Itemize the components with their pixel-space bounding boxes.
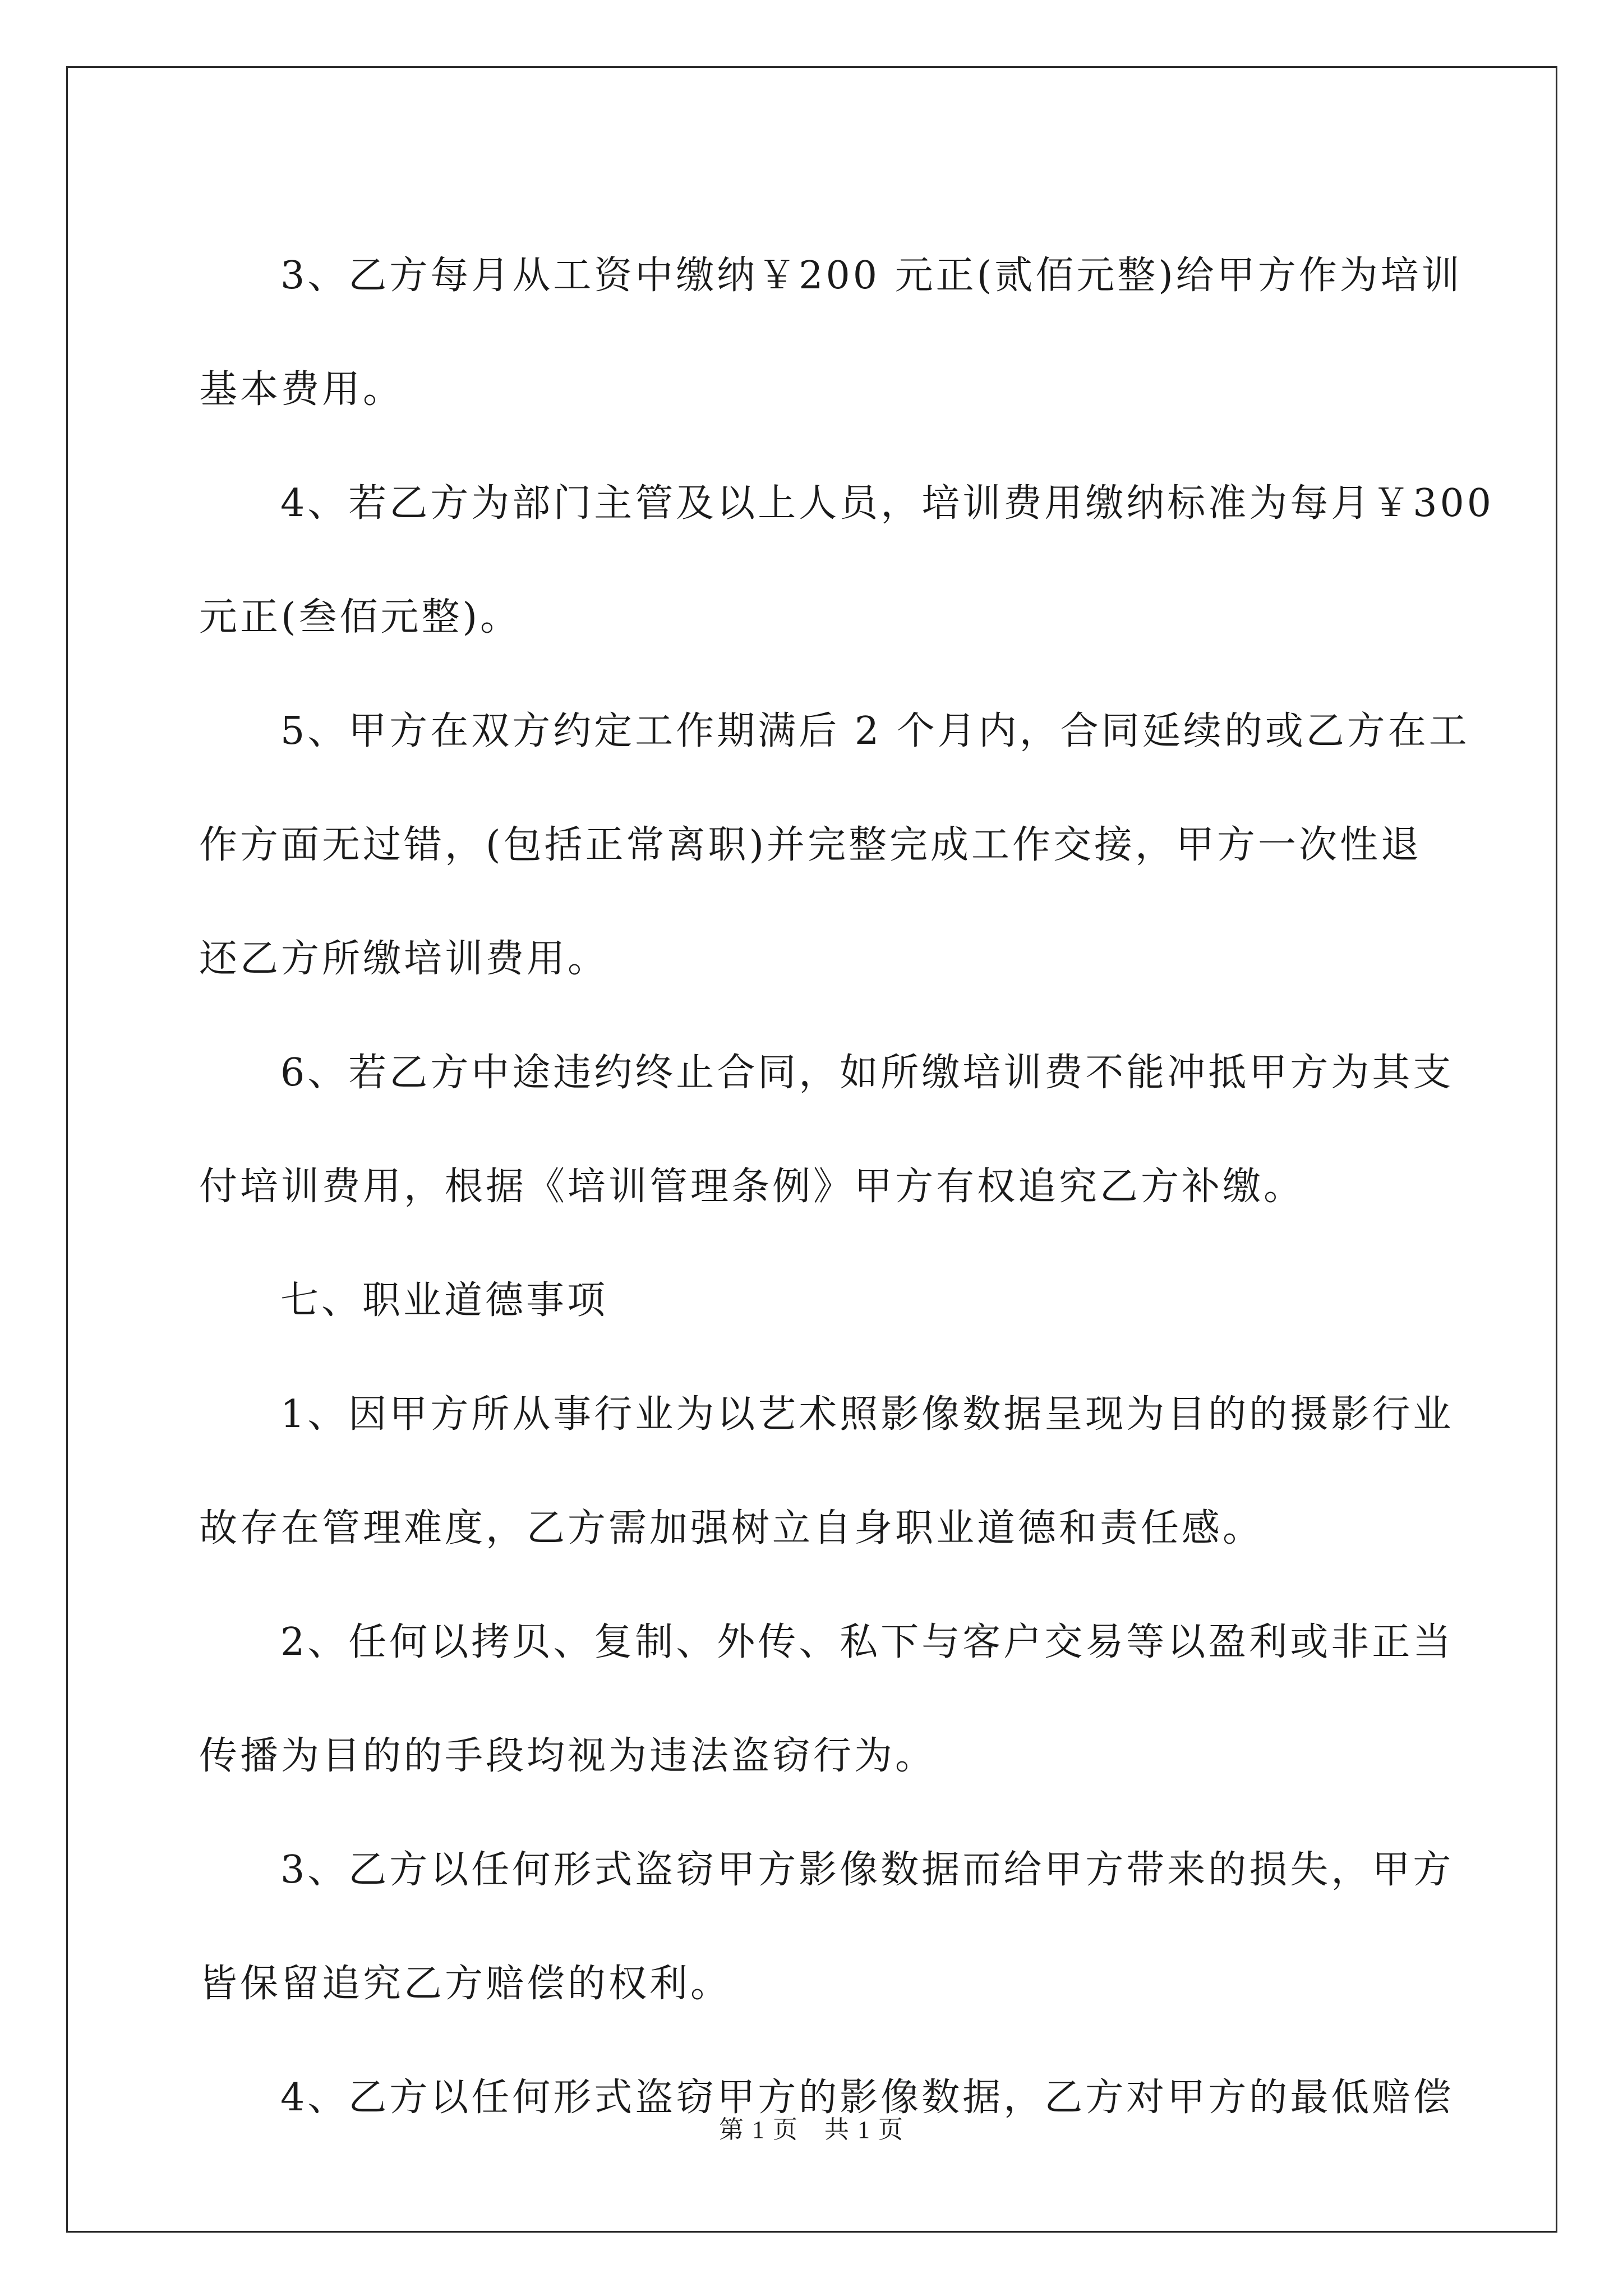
page-number-footer: 第 1 页 共 1 页 [719,2116,904,2143]
document-body [199,219,1495,2155]
paragraph-ethics-2 [199,1585,1454,1813]
text-line: 2、任何以拷贝、复制、外传、私下与客户交易等以盈利或非正当 [280,1620,1454,1664]
text-line: 5、甲方在双方约定工作期满后 2 个月内，合同延续的或乙方在工 [280,709,1470,753]
text-line: 作方面无过错，(包括正常离职)并完整完成工作交接，甲方一次性退 [199,823,1422,867]
text-line: 元正(叁佰元整)。 [199,595,522,639]
paragraph-ethics-3 [199,1813,1454,2041]
text-line: 基本费用。 [199,367,404,412]
paragraph-breach [199,1016,1454,1244]
text-line: 付培训费用，根据《培训管理条例》甲方有权追究乙方补缴。 [199,1165,1305,1209]
text-line: 3、乙方以任何形式盗窃甲方影像数据而给甲方带来的损失，甲方 [280,1848,1454,1892]
section-heading-ethics [199,1244,1427,1358]
text-line: 4、乙方以任何形式盗窃甲方的影像数据，乙方对甲方的最低赔偿 [280,2076,1454,2120]
text-line: 传播为目的的手段均视为违法盗窃行为。 [199,1734,937,1778]
text-line: 皆保留追究乙方赔偿的权利。 [199,1962,732,2006]
text-line: 3、乙方每月从工资中缴纳￥200 元正(贰佰元整)给甲方作为培训 [280,254,1463,298]
text-line: 故存在管理难度，乙方需加强树立自身职业道德和责任感。 [199,1506,1264,1550]
paragraph-ethics-1 [199,1358,1454,1585]
section-heading-text: 七、职业道德事项 [280,1278,608,1323]
paragraph-refund [199,674,1470,1016]
paragraph-fee-manager [199,447,1495,674]
text-line: 6、若乙方中途违约终止合同，如所缴培训费不能冲抵甲方为其支 [280,1051,1454,1095]
text-line: 4、若乙方为部门主管及以上人员，培训费用缴纳标准为每月￥300 [280,481,1495,526]
paragraph-fee-monthly [199,219,1463,447]
text-line: 1、因甲方所从事行业为以艺术照影像数据呈现为目的的摄影行业 [280,1392,1454,1437]
text-line: 还乙方所缴培训费用。 [199,937,609,981]
